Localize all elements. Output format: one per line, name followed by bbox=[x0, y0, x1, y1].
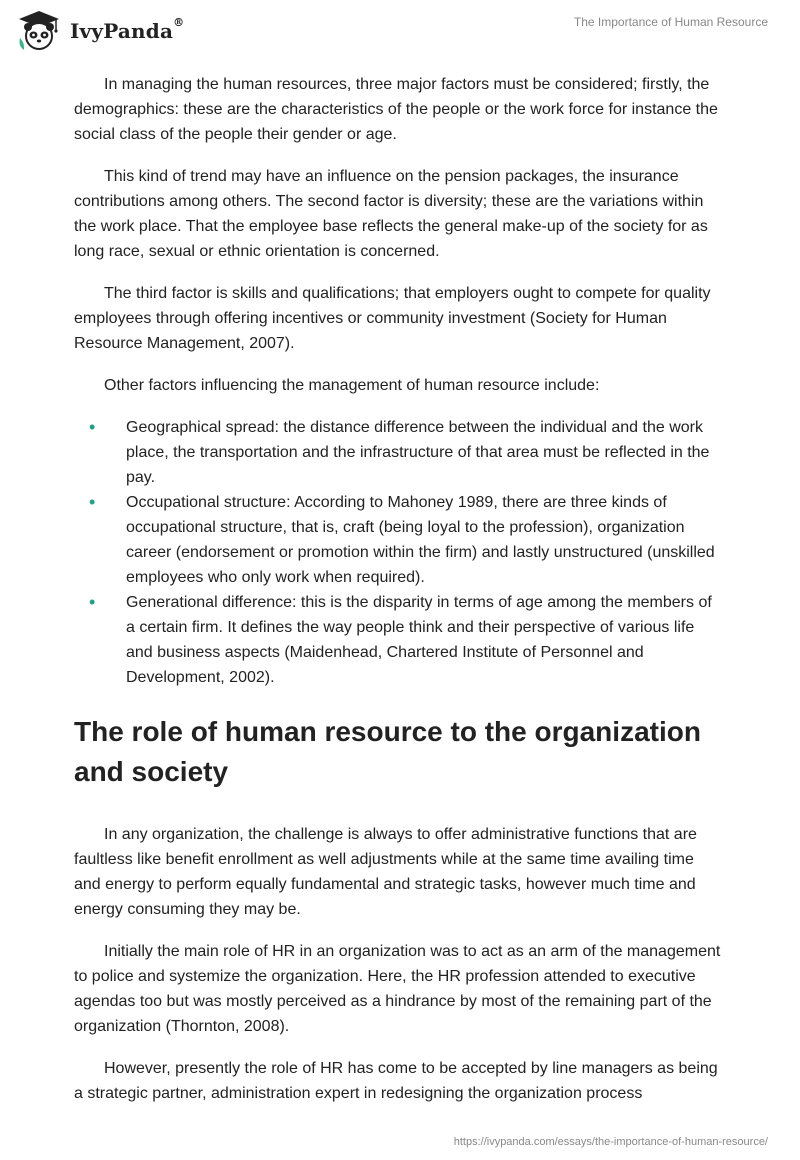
paragraph: This kind of trend may have an influence on the pension packages, the insurance contributions among others. The second factor is diversity; these are the variations within the work place. That the employee base reflects the general make-up of the society for as long race, sexual or ethnic orientation is concerned. bbox=[74, 168, 708, 260]
essay-content bbox=[74, 72, 724, 1123]
list-item-text: Generational difference: this is the disparity in terms of age among the members of a certain firm. It defines the way people think and their perspective of various life and business aspects (Maidenhead, Chartered Institute of Personnel and Development, 2002). bbox=[126, 594, 712, 686]
page-header bbox=[0, 0, 800, 60]
paragraph: However, presently the role of HR has come to be accepted by line managers as being a strategic partner, administration expert in redesigning the organization process bbox=[74, 1060, 718, 1102]
factors-list bbox=[74, 415, 724, 690]
ivypanda-logo[interactable] bbox=[16, 8, 184, 54]
list-item bbox=[74, 415, 724, 490]
list-item bbox=[74, 490, 724, 590]
bullet-dot-icon: • bbox=[89, 492, 96, 512]
list-item bbox=[74, 590, 724, 690]
paragraph: In managing the human resources, three major factors must be considered; firstly, the demographics: these are the characteristics of the people or the work force for instance the social class of the people their gender or age. bbox=[74, 76, 718, 143]
paragraph: In any organization, the challenge is always to offer administrative functions that are faultless like benefit enrollment as well adjustments while at the same time availing time and energy to perform equally fundamental and strategic tasks, however much time and energy consuming they may be. bbox=[74, 826, 697, 918]
list-item-text: Occupational structure: According to Mahoney 1989, there are three kinds of occupational structure, that is, craft (being loyal to the profession), organization career (endorsement or promotion within the firm) and lastly unstructured (unskilled employees who only work when required). bbox=[126, 494, 715, 586]
paragraph: Initially the main role of HR in an organization was to act as an arm of the management to police and systemize the organization. Here, the HR profession attended to executive agendas too but was mostly perceived as a hindrance by most of the remaining part of the organization (Thornton, 2008). bbox=[74, 943, 721, 1035]
paragraph: The third factor is skills and qualifications; that employers ought to compete for quality employees through offering incentives or community investment (Society for Human Resource Management, 2007). bbox=[74, 285, 711, 352]
source-url[interactable]: https://ivypanda.com/essays/the-importance-of-human-resource/ bbox=[453, 1136, 768, 1148]
bullet-dot-icon: • bbox=[89, 592, 96, 612]
list-item-text: Geographical spread: the distance difference between the individual and the work place, the transportation and the infrastructure of that area must be reflected in the pay. bbox=[126, 419, 710, 486]
section-heading: The role of human resource to the organization and society bbox=[74, 716, 701, 787]
paragraph: Other factors influencing the management of human resource include: bbox=[104, 377, 600, 394]
logo-wordmark: IvyPanda® bbox=[70, 16, 185, 43]
document-title: The Importance of Human Resource bbox=[573, 15, 768, 29]
bullet-dot-icon: • bbox=[89, 417, 96, 437]
panda-graduate-icon bbox=[16, 8, 62, 54]
